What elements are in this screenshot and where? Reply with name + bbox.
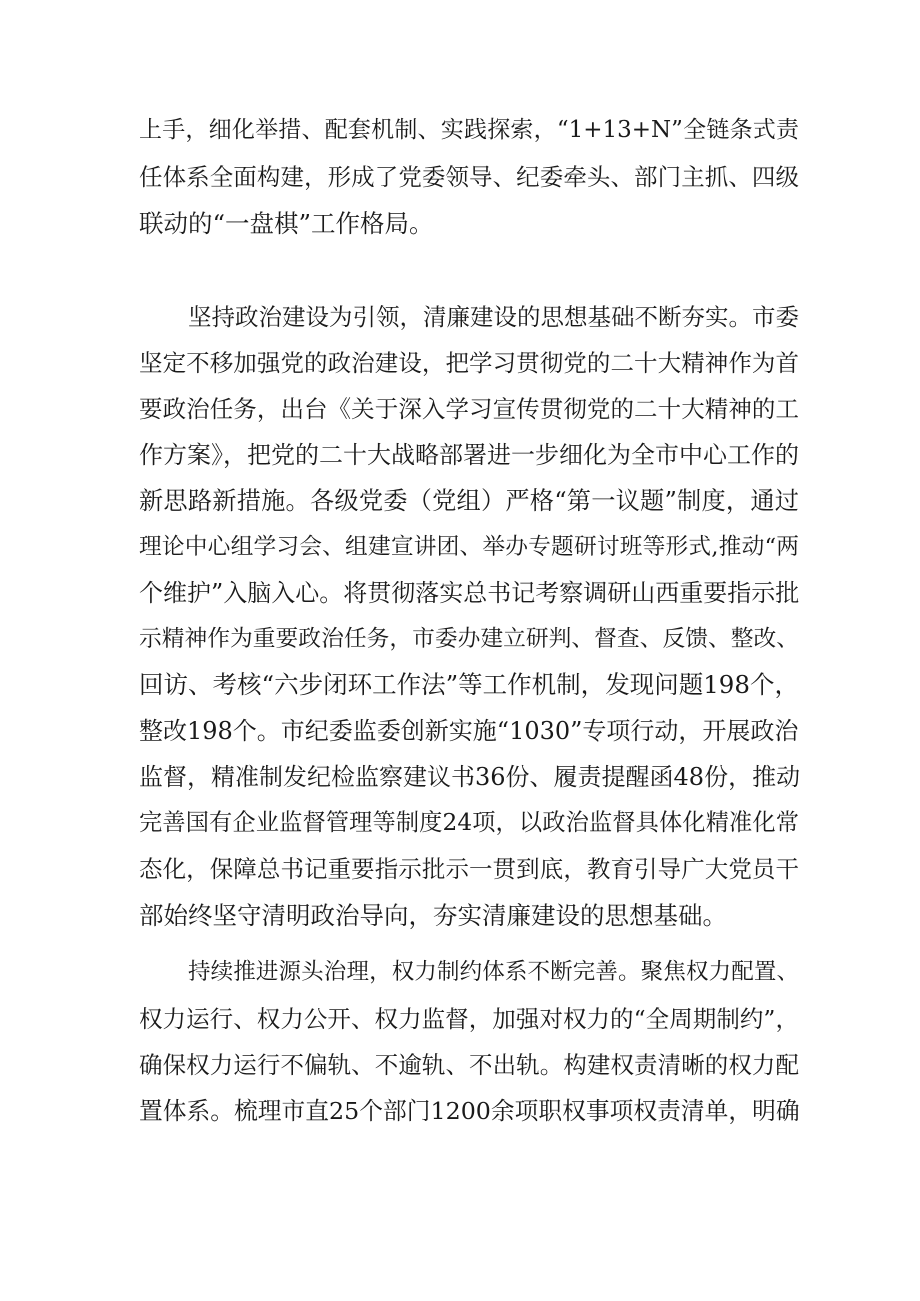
paragraph-2-line-13: 态化，保障总书记重要指示批示一贯到底，教育引导广大党员干 [139,855,799,883]
paragraph-3-line-3: 确保权力运行不偏轨、不逾轨、不出轨。构建权责清晰的权力配 [139,1051,799,1079]
paragraph-2-line-3: 要政治任务，出台《关于深入学习宣传贯彻党的二十大精神的工 [139,395,799,423]
paragraph-2-line-7: 个维护”入脑入心。将贯彻落实总书记考察调研山西重要指示批 [139,579,800,607]
paragraph-3-line-1: 持续推进源头治理，权力制约体系不断完善。聚焦权力配置、 [188,959,799,985]
paragraph-2-line-5: 新思路新措施。各级党委（党组）严格“第一议题”制度，通过 [139,486,799,515]
paragraph-2-line-4: 作方案》，把党的二十大战略部署进一步细化为全市中心工作的 [139,441,799,469]
paragraph-2-line-9: 回访、考核“六步闭环工作法”等工作机制，发现问题198个， [139,670,799,699]
paragraph-1-line-3: 联动的“一盘棋”工作格局。 [139,209,434,238]
paragraph-2-line-2: 坚定不移加强党的政治建设，把学习贯彻党的二十大精神作为首 [139,349,799,377]
paragraph-2-line-1: 坚持政治建设为引领，清廉建设的思想基础不断夯实。市委 [188,303,799,331]
paragraph-2-line-12: 完善国有企业监督管理等制度24项，以政治监督具体化精准化常 [139,809,799,836]
paragraph-2-line-14: 部始终坚守清明政治导向，夯实清廉建设的思想基础。 [139,901,727,930]
paragraph-3-line-2: 权力运行、权力公开、权力监督，加强对权力的“全周期制约”， [139,1005,799,1033]
paragraph-1-line-1: 上手，细化举措、配套机制、实践探索，“1+13+N”全链条式责 [139,117,799,143]
paragraph-2-line-8: 示精神作为重要政治任务，市委办建立研判、督查、反馈、整改、 [139,626,799,652]
paragraph-2-line-6: 理论中心组学习会、组建宣讲团、举办专题研讨班等形式,推动“两 [139,534,799,560]
paragraph-2-line-10: 整改198个。市纪委监委创新实施“1030”专项行动，开展政治 [139,717,799,745]
paragraph-1-line-2: 任体系全面构建，形成了党委领导、纪委牵头、部门主抓、四级 [139,163,799,191]
paragraph-3-line-4: 置体系。梳理市直25个部门1200余项职权事项权责清单，明确 [139,1097,800,1125]
paragraph-2-line-11: 监督，精准制发纪检监察建议书36份、履责提醒函48份，推动 [139,763,801,791]
